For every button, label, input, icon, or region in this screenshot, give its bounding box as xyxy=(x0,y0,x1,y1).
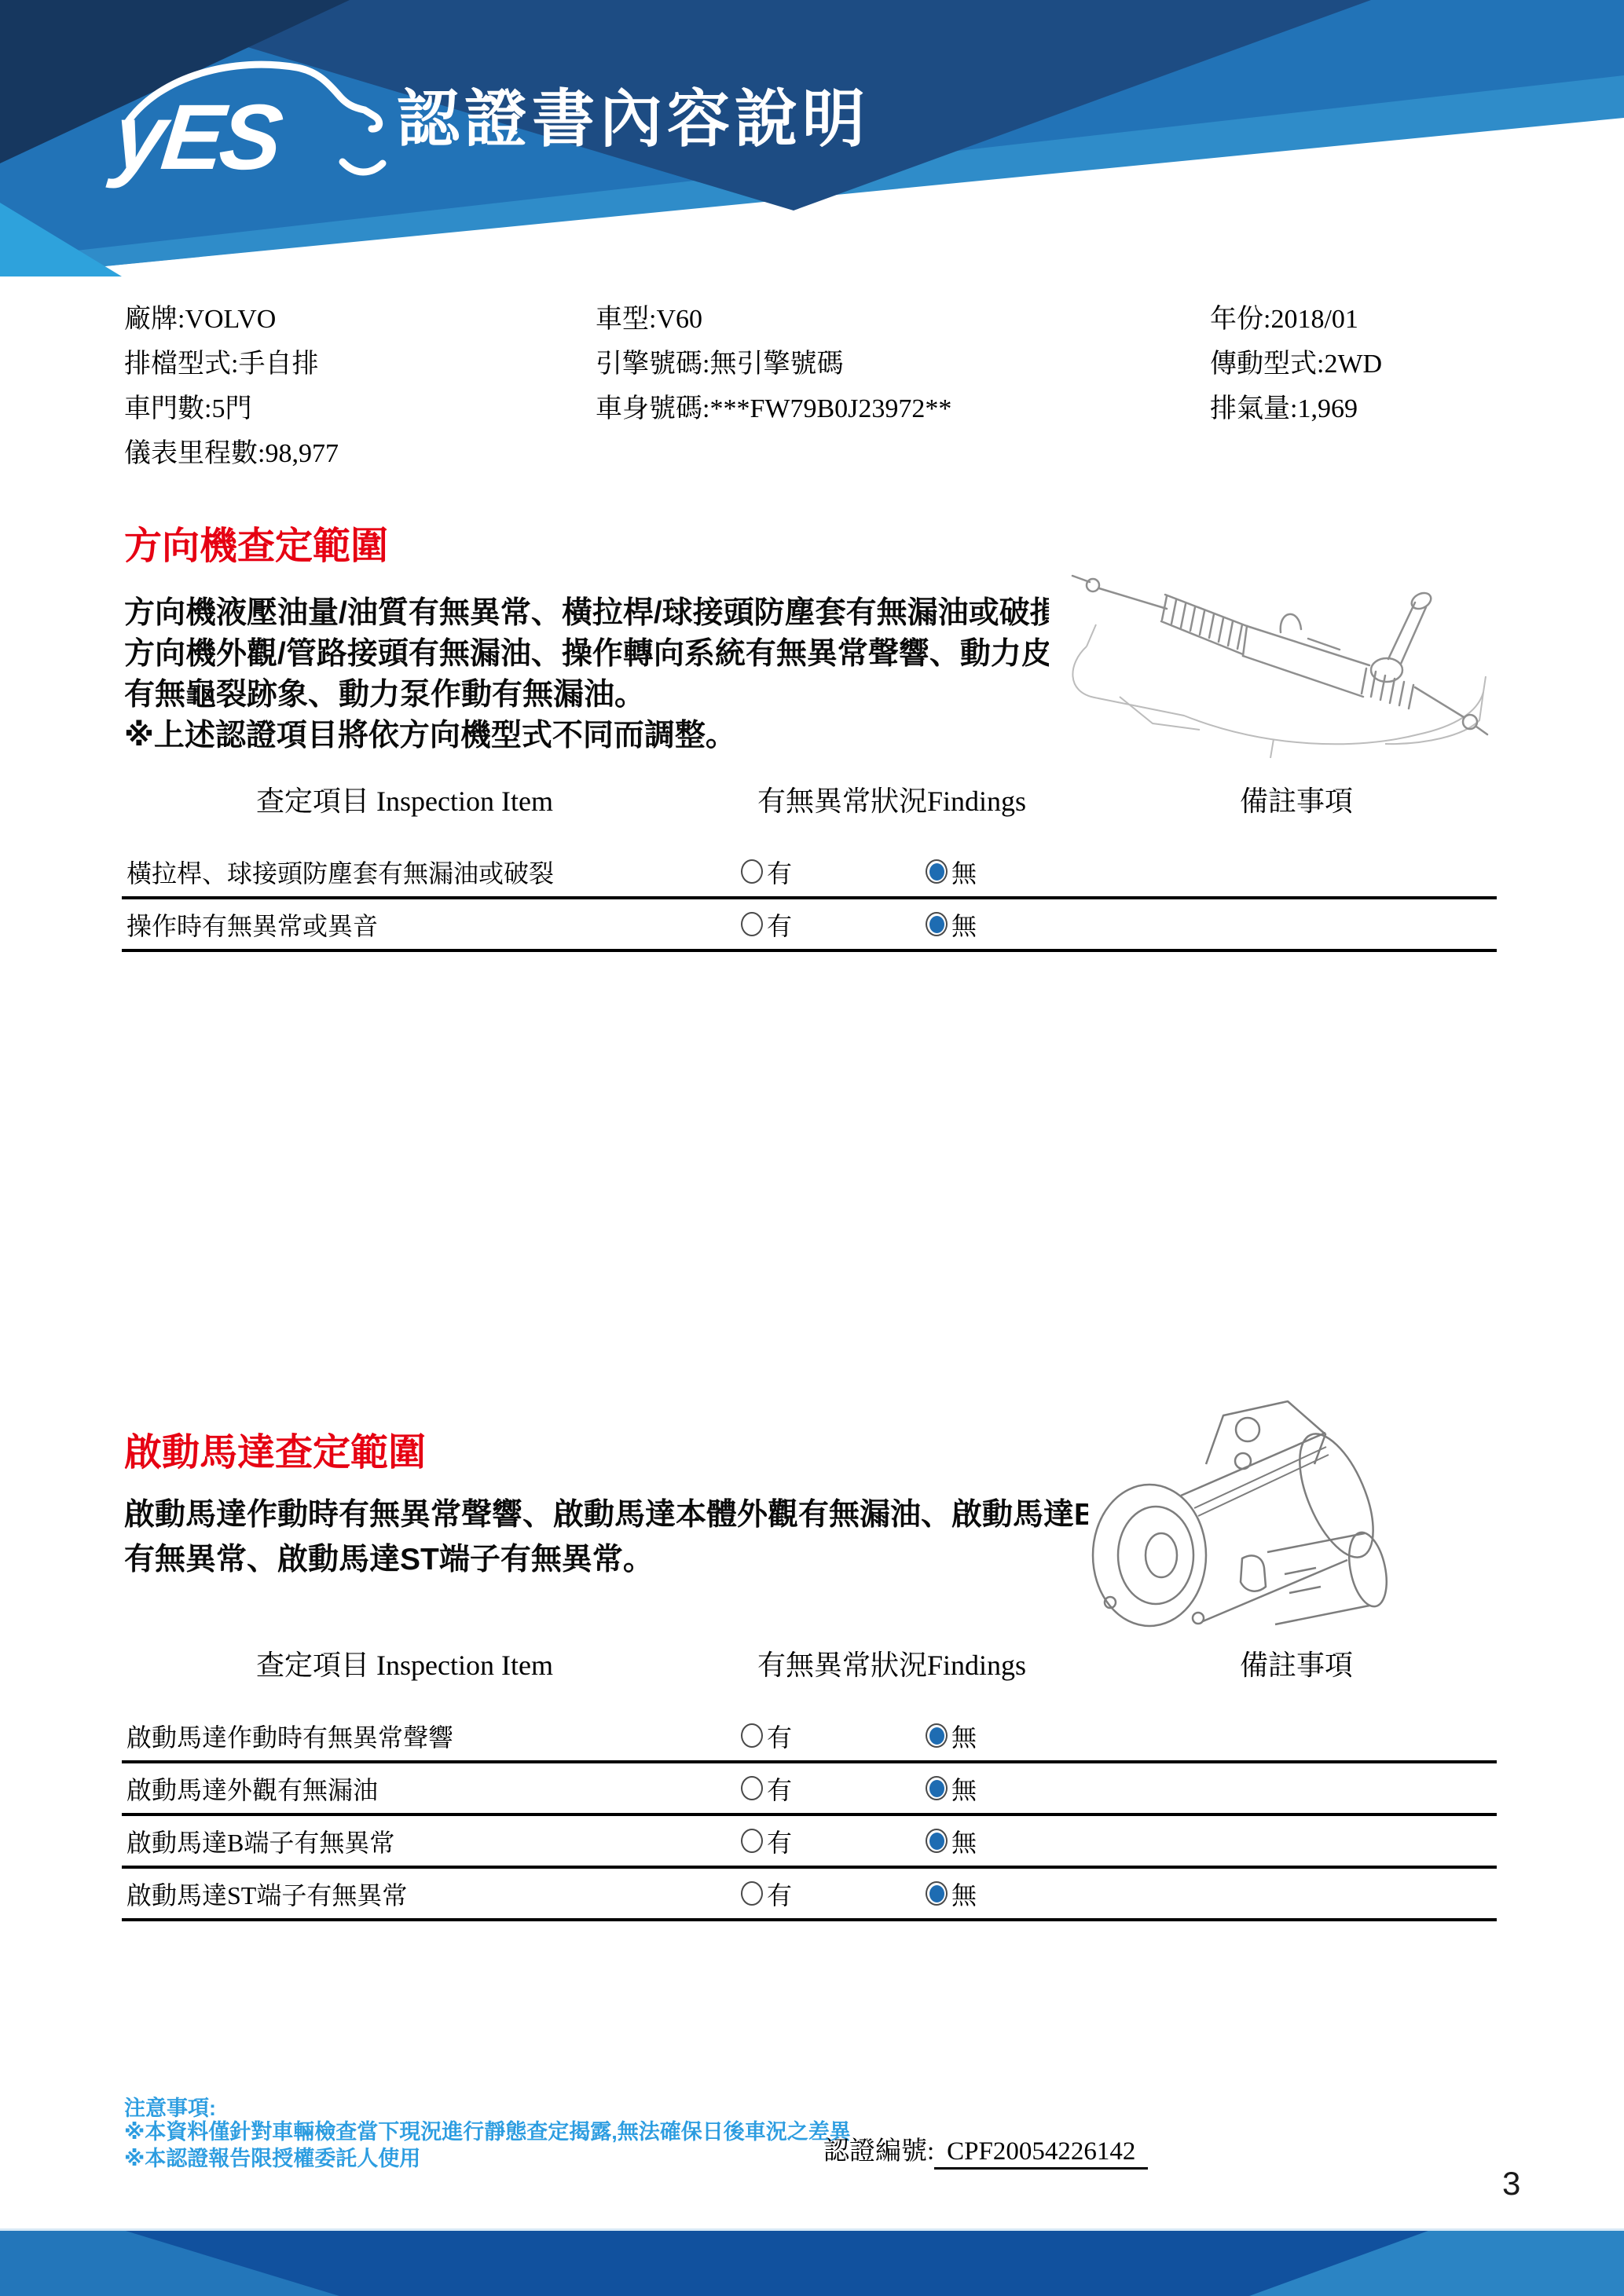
radio-option-no[interactable] xyxy=(926,847,977,896)
vehicle-info-column-1 xyxy=(124,297,339,476)
info-brand: 廠牌:VOLVO xyxy=(124,305,277,334)
inspection-item-label: 啟動馬達ST端子有無異常 xyxy=(126,1880,408,1910)
starter-motor-illustration xyxy=(1088,1389,1434,1648)
radio-no-label: 無 xyxy=(951,1775,977,1804)
radio-selected-icon[interactable] xyxy=(926,1829,948,1853)
column-header-remarks: 備註事項 xyxy=(1239,785,1353,817)
radio-option-yes[interactable] xyxy=(741,899,792,949)
radio-no-label: 無 xyxy=(951,1723,977,1752)
table-row xyxy=(122,1711,1497,1763)
radio-unselected-icon[interactable] xyxy=(741,859,763,884)
description-line: 有無龜裂跡象、動力泵作動有無漏油。 xyxy=(124,678,646,712)
table-row xyxy=(122,1869,1497,1921)
page-number: 3 xyxy=(1502,2165,1521,2202)
column-header-remarks: 備註事項 xyxy=(1239,1650,1353,1681)
radio-option-yes[interactable] xyxy=(741,847,792,896)
info-vin: 車身號碼:***FW79B0J23972** xyxy=(596,394,952,423)
description-line: 有無異常、啟動馬達ST端子有無異常。 xyxy=(124,1543,654,1576)
steering-rack-illustration xyxy=(1049,538,1493,762)
radio-yes-label: 有 xyxy=(767,859,793,888)
radio-unselected-icon[interactable] xyxy=(741,1723,763,1748)
table-row xyxy=(122,899,1497,952)
inspection-item-label: 操作時有無異常或異音 xyxy=(126,911,379,940)
info-door-count: 車門數:5門 xyxy=(124,394,252,423)
section-title-steering: 方向機查定範圍 xyxy=(124,525,389,567)
table-row xyxy=(122,1816,1497,1869)
footer-banner xyxy=(0,2228,1624,2296)
notice-list xyxy=(124,2118,851,2172)
radio-yes-label: 有 xyxy=(767,1880,793,1910)
radio-option-no[interactable] xyxy=(926,1816,977,1866)
radio-option-no[interactable] xyxy=(926,1869,977,1918)
description-line: 啟動馬達作動時有無異常聲響、啟動馬達本體外觀有無漏油、啟動馬達B端子 xyxy=(124,1498,1158,1532)
radio-yes-label: 有 xyxy=(767,1775,793,1804)
page-title: 認證書內容說明 xyxy=(397,84,870,154)
section-description-starter xyxy=(124,1492,1157,1582)
radio-option-no[interactable] xyxy=(926,1763,977,1813)
radio-unselected-icon[interactable] xyxy=(741,1829,763,1853)
inspection-item-label: 啟動馬達B端子有無異常 xyxy=(126,1828,395,1857)
notice-line: ※本資料僅針對車輛檢查當下現況進行靜態查定揭露,無法確保日後車況之差異 xyxy=(124,2120,851,2144)
notice-line: ※本認證報告限授權委託人使用 xyxy=(124,2147,421,2170)
radio-selected-icon[interactable] xyxy=(926,859,948,884)
radio-no-label: 無 xyxy=(951,911,977,940)
table-row xyxy=(122,1763,1497,1816)
radio-yes-label: 有 xyxy=(767,1828,793,1857)
column-header-findings: 有無異常狀況Findings xyxy=(757,785,1027,817)
inspection-item-label: 啟動馬達作動時有無異常聲響 xyxy=(126,1723,454,1752)
description-line: ※上述認證項目將依方向機型式不同而調整。 xyxy=(124,719,736,753)
column-header-inspection-item: 查定項目 Inspection Item xyxy=(256,1650,553,1681)
radio-selected-icon[interactable] xyxy=(926,912,948,936)
column-header-findings: 有無異常狀況Findings xyxy=(757,1650,1027,1681)
description-line: 方向機外觀/管路接頭有無漏油、操作轉向系統有無異常聲響、動力皮帶 xyxy=(124,637,1083,671)
radio-unselected-icon[interactable] xyxy=(741,1881,763,1906)
inspection-item-label: 橫拉桿、球接頭防塵套有無漏油或破裂 xyxy=(126,859,555,888)
radio-selected-icon[interactable] xyxy=(926,1723,948,1748)
inspection-item-label: 啟動馬達外觀有無漏油 xyxy=(126,1775,379,1804)
radio-option-yes[interactable] xyxy=(741,1763,792,1813)
certificate-number-line xyxy=(823,2130,1148,2167)
vehicle-info-column-2 xyxy=(596,297,951,431)
section-title-starter: 啟動馬達查定範圍 xyxy=(124,1432,427,1474)
certificate-number-label: 認證編號: xyxy=(823,2137,935,2166)
radio-no-label: 無 xyxy=(951,1880,977,1910)
info-transmission-type: 排檔型式:手自排 xyxy=(124,350,319,379)
radio-option-no[interactable] xyxy=(926,899,977,949)
table-header-steering xyxy=(122,779,1497,819)
radio-option-no[interactable] xyxy=(926,1711,977,1760)
yes-logo xyxy=(110,47,424,220)
radio-yes-label: 有 xyxy=(767,911,793,940)
notice-title: 注意事項: xyxy=(124,2096,216,2120)
table-row xyxy=(122,847,1497,899)
inspection-table-steering xyxy=(122,847,1497,952)
radio-no-label: 無 xyxy=(951,859,977,888)
radio-unselected-icon[interactable] xyxy=(741,1776,763,1800)
info-year: 年份:2018/01 xyxy=(1210,305,1358,334)
column-header-inspection-item: 查定項目 Inspection Item xyxy=(256,785,553,817)
radio-yes-label: 有 xyxy=(767,1723,793,1752)
radio-selected-icon[interactable] xyxy=(926,1881,948,1906)
radio-option-yes[interactable] xyxy=(741,1816,792,1866)
info-displacement: 排氣量:1,969 xyxy=(1210,394,1358,423)
description-line: 方向機液壓油量/油質有無異常、橫拉桿/球接頭防塵套有無漏油或破損、 xyxy=(124,596,1091,630)
header-banner xyxy=(0,0,1624,276)
info-drivetrain: 傳動型式:2WD xyxy=(1210,350,1383,379)
radio-option-yes[interactable] xyxy=(741,1869,792,1918)
radio-unselected-icon[interactable] xyxy=(741,912,763,936)
vehicle-info-column-3 xyxy=(1210,297,1382,431)
inspection-table-starter xyxy=(122,1711,1497,1921)
info-model: 車型:V60 xyxy=(596,305,702,334)
info-engine-number: 引擎號碼:無引擎號碼 xyxy=(596,350,844,379)
radio-option-yes[interactable] xyxy=(741,1711,792,1760)
table-header-starter xyxy=(122,1643,1497,1683)
logo-text: yES xyxy=(109,86,284,189)
certificate-number-value: CPF20054226142 xyxy=(934,2137,1148,2170)
info-odometer: 儀表里程數:98,977 xyxy=(124,439,339,468)
radio-selected-icon[interactable] xyxy=(926,1776,948,1800)
radio-no-label: 無 xyxy=(951,1828,977,1857)
section-description-steering xyxy=(124,593,1091,756)
